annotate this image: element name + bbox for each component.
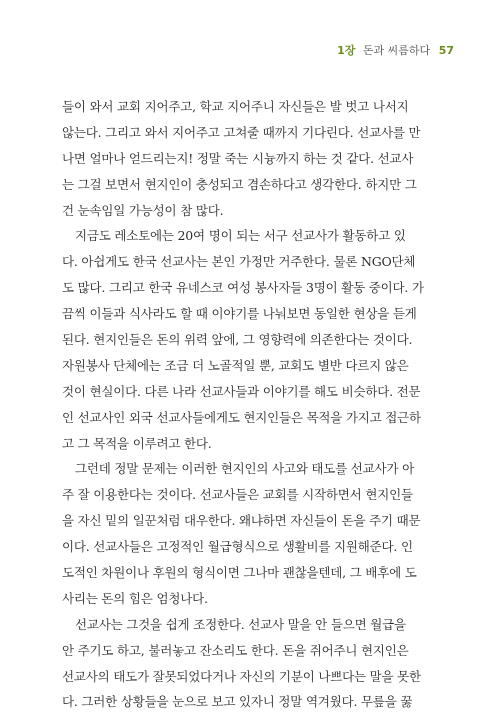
body-line: 다. 아쉽게도 한국 선교사는 본인 가정만 거주한다. 물론 NGO단체 [62, 254, 416, 270]
body-text [62, 94, 442, 715]
body-line: 것이 현실이다. 다른 나라 선교사들과 이야기를 해도 비슷하다. 전문 [62, 383, 421, 399]
body-line: 사리는 돈의 힘은 엄청나다. [62, 590, 208, 606]
body-line: 끔씩 이들과 식사라도 할 때 이야기를 나눠보면 동일한 현상을 듣게 [62, 306, 417, 322]
body-line: 들이 와서 교회 지어주고, 학교 지어주니 자신들은 발 벗고 나서지 [62, 99, 409, 114]
body-line: 안 주기도 하고, 불러놓고 잔소리도 한다. 돈을 쥐어주니 현지인은 [62, 642, 409, 658]
body-line: 다. 그러한 상황들을 눈으로 보고 있자니 정말 역겨웠다. 무릎을 꿇 [62, 694, 413, 710]
body-line: 도적인 차원이나 후원의 형식이면 그나마 괜찮을텐데, 그 배후에 도 [62, 565, 417, 581]
body-line: 는 그걸 보면서 현지인이 충성되고 겸손하다고 생각한다. 하지만 그 [62, 176, 417, 192]
body-line: 않는다. 그리고 와서 지어주고 고쳐줄 때까지 기다린다. 선교사를 만 [62, 124, 421, 140]
body-line: 고 그 목적을 이루려고 한다. [62, 435, 212, 451]
chapter-title: 돈과 씨름하다 [362, 44, 431, 57]
page-number: 57 [438, 44, 454, 57]
body-line: 자원봉사 단체에는 조금 더 노골적일 뿐, 교회도 별반 다르지 않은 [62, 357, 409, 373]
body-line: 선교사는 그것을 쉽게 조정한다. 선교사 말을 안 들으면 월급을 [75, 616, 406, 632]
running-header [337, 42, 454, 58]
body-line: 이다. 선교사들은 고정적인 월급형식으로 생활비를 지원해준다. 인 [62, 539, 413, 555]
body-line: 도 많다. 그리고 한국 유네스코 여성 봉사자들 3명이 활동 중이다. 가 [62, 280, 424, 296]
body-line: 된다. 현지인들은 돈의 위력 앞에, 그 영향력에 의존한다는 것이다. [62, 332, 413, 348]
body-line: 나면 얼마나 얻드리는지! 정말 죽는 시늉까지 하는 것 같다. 선교사 [62, 150, 414, 166]
chapter-label: 1장 [337, 44, 356, 57]
body-line: 인 선교사인 외국 선교사들에게도 현지인들은 목적을 가지고 접근하 [62, 409, 421, 425]
body-line: 지금도 레소토에는 20여 명이 되는 서구 선교사가 활동하고 있 [75, 228, 406, 244]
body-line: 건 눈속임일 가능성이 참 많다. [62, 202, 224, 218]
body-line: 그런데 정말 문제는 이러한 현지인의 사고와 태도를 선교사가 아 [75, 461, 414, 477]
body-line: 주 잘 이용한다는 것이다. 선교사들은 교회를 시작하면서 현지인들 [62, 487, 413, 503]
body-line: 을 자신 밑의 일꾼처럼 대우한다. 왜냐하면 자신들이 돈을 주기 때문 [62, 513, 421, 529]
body-line: 선교사의 태도가 잘못되었다거나 자신의 기분이 나쁘다는 말을 못한 [62, 668, 421, 684]
